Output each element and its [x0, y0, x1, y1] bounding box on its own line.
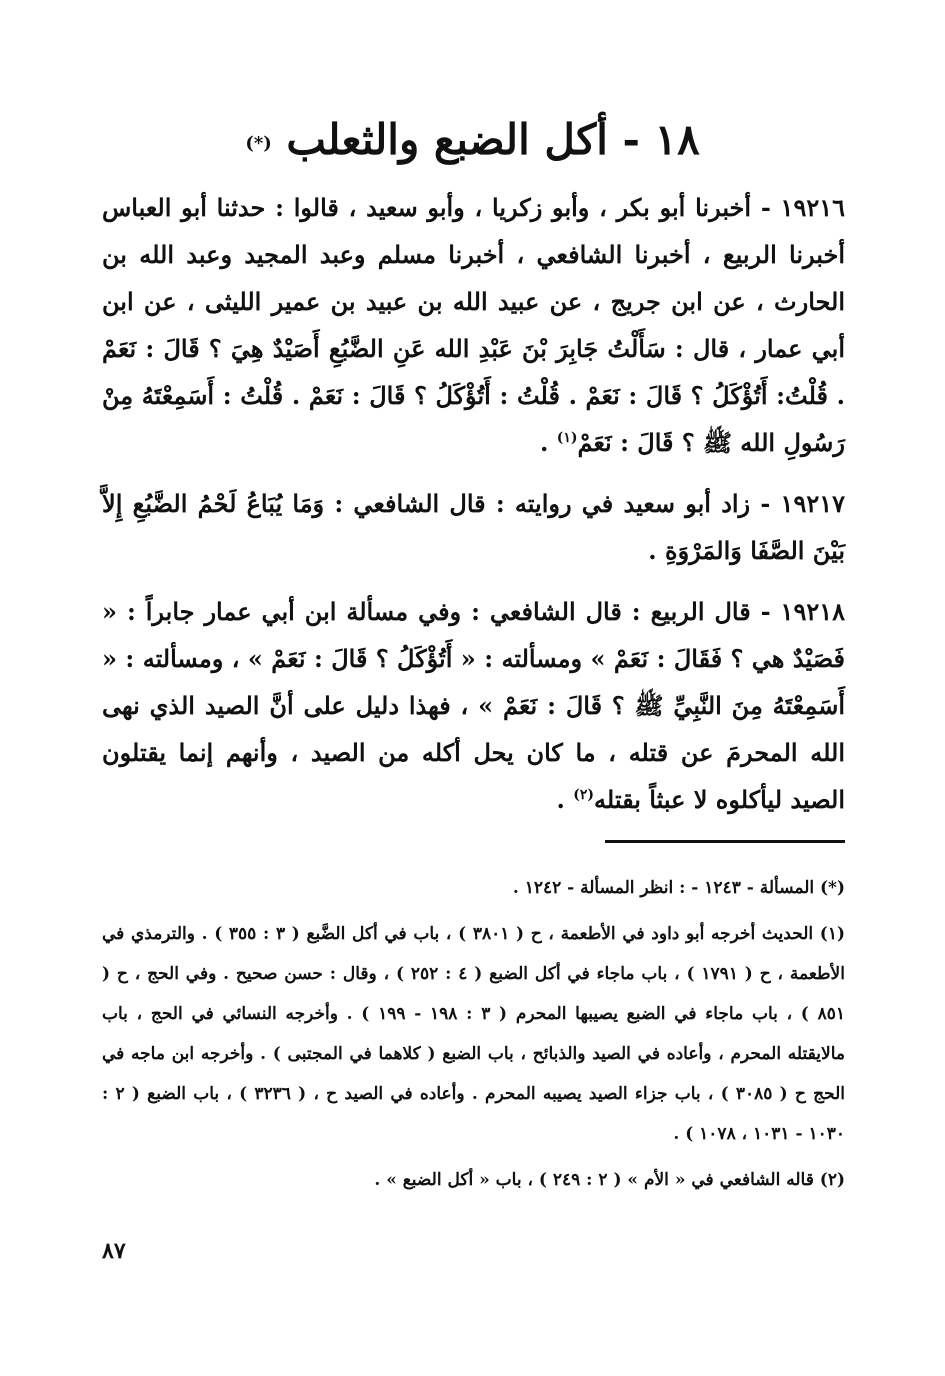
- paragraph-text: ١٩٢١٨ - قال الربيع : قال الشافعي : وفي مسألة ابن أبي عمار جابراً : « فَصَيْدٌ هي ؟ فَقَالَ : نَعَمْ » ومسألته : « أَتُؤْكَلُ ؟ قَالَ : نَعَمْ » ، ومسألته : « أَسَمِعْتَهُ مِنَ النَّبِيِّ ﷺ ؟ قَالَ : نَعَمْ » ، فهذا دليل على أنَّ الصيد الذي نهى الله المحرمَ عن قتله ، ما كان يحل أكله من الصيد ، وأنهم إنما يقتلون الصيد ليأكلوه لا عبثاً بقتله: [102, 597, 845, 814]
- footnote-star: (*) المسألة - ١٢٤٣ - : انظر المسألة - ١٢٤٢ .: [512, 878, 845, 898]
- footnote-ref[interactable]: (٢): [573, 787, 595, 803]
- paragraph-19218: [102, 588, 845, 823]
- footnote-2: (٢) قاله الشافعي في « الأم » ( ٢ : ٢٤٩ ) ، باب « أكل الضبع » .: [374, 1170, 845, 1190]
- paragraph-text: ١٩٢١٧ - زاد أبو سعيد في روايته : قال الشافعي : وَمَا يُبَاعُ لَحْمُ الضَّبُعِ إِلاَّ بَيْنَ الصَّفَا وَالمَرْوَةِ .: [102, 489, 845, 565]
- paragraph-19216: [102, 184, 845, 466]
- heading-note-marker: (*): [245, 133, 272, 154]
- chapter-heading: [100, 110, 845, 170]
- paragraph-end: .: [539, 428, 557, 457]
- footnotes: [102, 868, 845, 1206]
- paragraph-19217: [102, 480, 845, 574]
- footnote-ref[interactable]: (١): [556, 430, 578, 446]
- main-text: [102, 184, 845, 837]
- footnote-separator: [605, 840, 845, 843]
- chapter-title: ١٨ - أكل الضبع والثعلب: [286, 115, 700, 164]
- page-number: ٨٧: [102, 1238, 126, 1264]
- footnote-1: (١) الحديث أخرجه أبو داود في الأطعمة ، ح ( ٣٨٠١ ) ، باب في أكل الضَّبع ( ٣ : ٣٥٥ ) . والترمذي في الأطعمة ، ح ( ١٧٩١ ) ، باب ماجاء في أكل الضبع ( ٤ : ٢٥٢ ) ، وقال : حسن صحيح . وفي الحج ، ح ( ٨٥١ ) ، باب ماجاء في الضبع يصيبها المحرم ( ٣ : ١٩٨ - ١٩٩ ) . وأخرجه النسائي في الحج ، باب مالايقتله المحرم ، وأعاده في الصيد والذبائح ، باب الضبع ( كلاهما في المجتبى ) . وأخرجه ابن ماجه في الحج ح ( ٣٠٨٥ ) ، باب جزاء الصيد يصيبه المحرم . وأعاده في الصيد ح ، ( ٣٢٣٦ ) ، باب الضبع ( ٢ : ١٠٣٠ - ١٠٣١ ، ١٠٧٨ ) .: [102, 924, 846, 1144]
- paragraph-text: ١٩٢١٦ - أخبرنا أبو بكر ، وأبو زكريا ، وأبو سعيد ، قالوا : حدثنا أبو العباس أخبرنا الربيع ، أخبرنا الشافعي ، أخبرنا مسلم وعبد المجيد وعبد الله بن الحارث ، عن ابن جريج ، عن عبيد الله بن عبيد بن عمير الليثى ، عن ابن أبي عمار ، قال : سَأَلْتُ جَابِرَ بْنَ عَبْدِ الله عَنِ الضَّبُعِ أَصَيْدٌ هِيَ ؟ قَالَ : نَعَمْ . قُلْتُ: أَتُؤْكَلُ ؟ قَالَ : نَعَمْ . قُلْتُ : أَتُؤْكَلُ ؟ قَالَ : نَعَمْ . قُلْتُ : أَسَمِعْتَهُ مِنْ رَسُولِ الله ﷺ ؟ قَالَ : نَعَمْ: [102, 193, 845, 457]
- paragraph-end: .: [556, 785, 574, 814]
